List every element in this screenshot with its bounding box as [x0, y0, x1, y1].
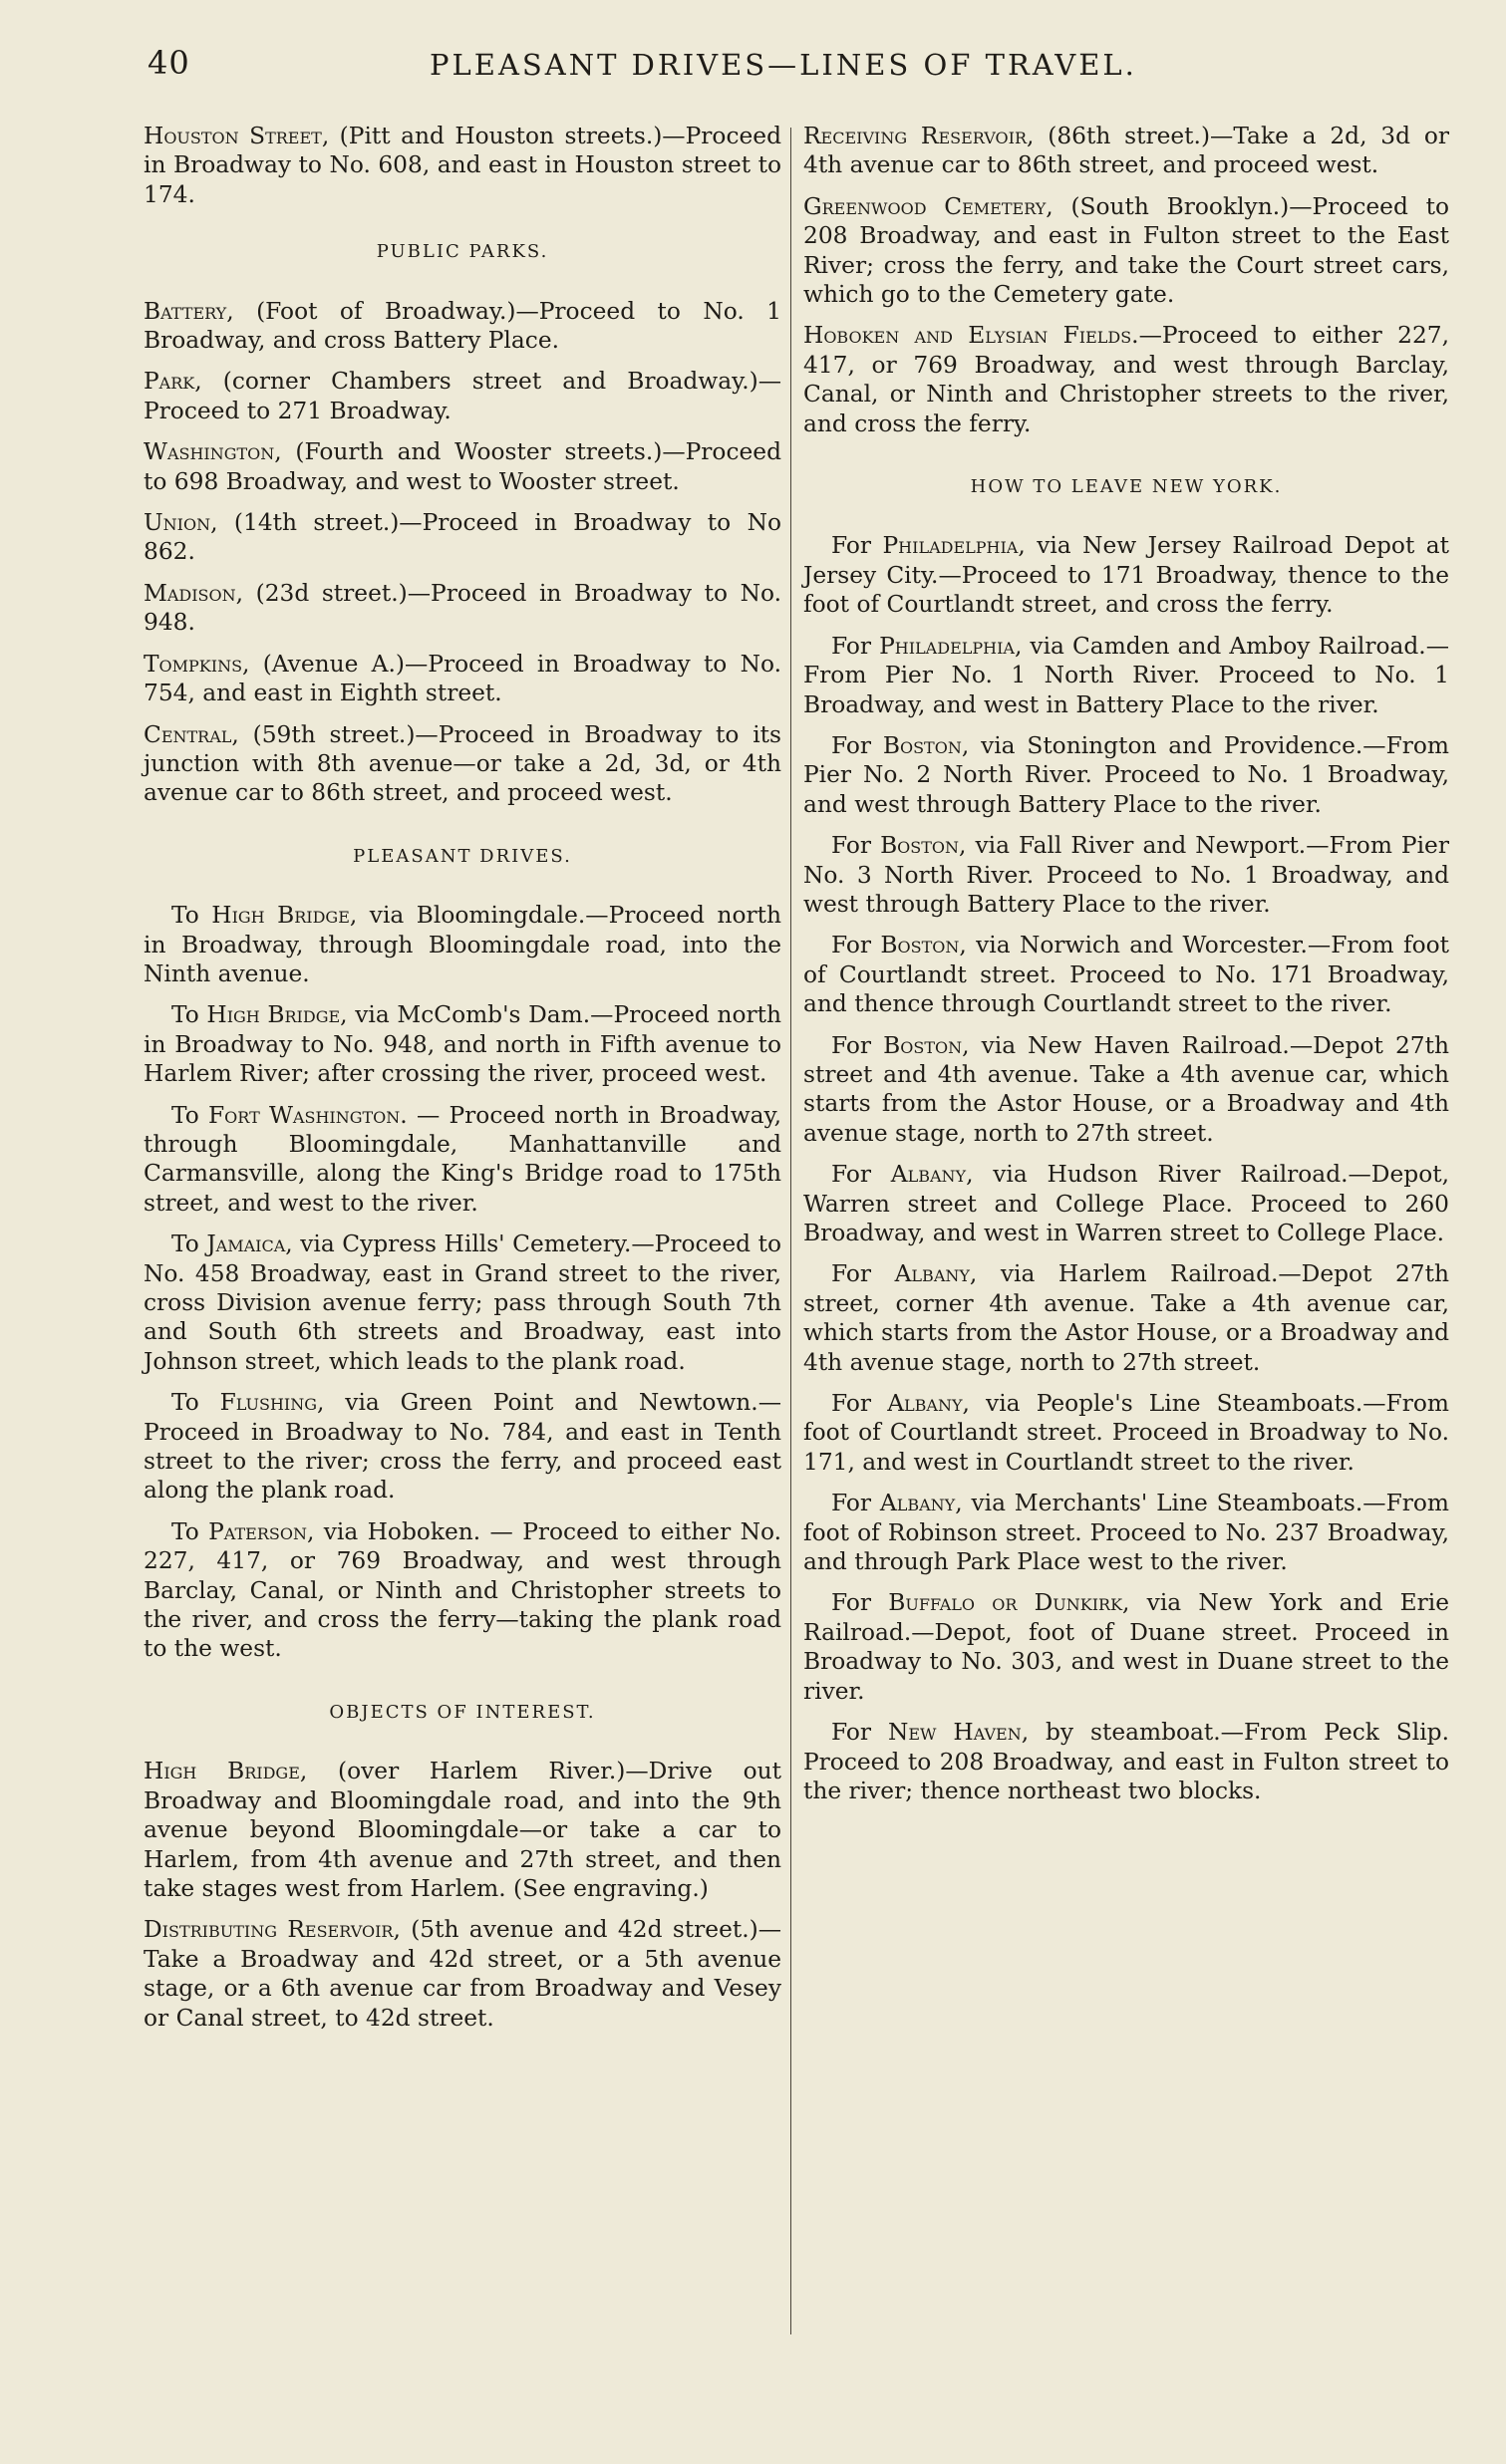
entry-name: Hoboken and Elysian Fields. [803, 322, 1139, 350]
entry-prefix: For [831, 1260, 895, 1288]
pleasant-drives-heading: PLEASANT DRIVES. [353, 845, 572, 867]
page-header [148, 44, 1446, 94]
entry-text: via Camden and Amboy Railroad.—From Pier No. 1 North River. Proceed to No. 1 Broadway, and west in Battery Place to the river. [803, 632, 1449, 718]
entry-name: Paterson, [208, 1517, 315, 1545]
entry-name: Washington, [144, 438, 282, 466]
entry-text: (86th street.)—Take a 2d, 3d or 4th avenue car to 86th street, and proceed west. [803, 123, 1449, 179]
entry-prefix: For [831, 1161, 891, 1189]
park-entry-central [144, 720, 781, 808]
drive-entry-high-bridge-bloomingdale [144, 901, 781, 988]
page-number: 40 [148, 44, 190, 82]
entry-prefix: To [171, 1389, 220, 1417]
entry-prefix: For [831, 1719, 888, 1747]
entry-name: Madison, [144, 579, 244, 607]
park-entry-battery [144, 297, 781, 356]
entry-prefix: For [831, 632, 880, 660]
park-entry-madison [144, 579, 781, 638]
route-entry-albany-merchants-line [803, 1489, 1449, 1576]
entry-name: Flushing, [219, 1389, 325, 1417]
left-column [144, 122, 781, 2045]
entry-text: via Hudson River Railroad.—Depot, Warren street and College Place. Proceed to 260 Broadway, and west in Warren street to College Place. [803, 1161, 1449, 1246]
entry-text: via Cypress Hills' Cemetery.—Proceed to No. 458 Broadway, east in Grand street to the river, cross Division avenue ferry; pass through South 7th and South 6th streets and Broadway, east into Johnson street, which leads to the plank road. [144, 1231, 781, 1375]
entry-name: Buffalo or Dunkirk, [888, 1589, 1130, 1617]
entry-name: Philadelphia, [882, 532, 1026, 560]
entry-text: via Fall River and Newport.—From Pier No. 3 North River. Proceed to No. 1 Broadway, and west through Battery Place to the river. [803, 832, 1449, 918]
entry-text: (Fourth and Wooster streets.)—Proceed to 698 Broadway, and west to Wooster street. [144, 438, 781, 495]
object-entry-receiving-reservoir [803, 122, 1449, 180]
object-entry-high-bridge [144, 1757, 781, 1903]
entry-name: Park, [144, 368, 202, 396]
route-entry-philadelphia-camden [803, 632, 1449, 719]
entry-name: Tompkins, [144, 650, 250, 678]
entry-prefix: For [831, 932, 881, 959]
route-entry-boston-new-haven [803, 1031, 1449, 1149]
entry-text: via New Haven Railroad.—Depot 27th street and 4th avenue. Take a 4th avenue car, which starts from the Astor House, or a Broadway and 4th avenue stage, north to 27th street. [803, 1031, 1449, 1147]
how-to-leave-heading: HOW TO LEAVE NEW YORK. [970, 476, 1283, 498]
entry-text: (over Harlem River.)—Drive out Broadway and Bloomingdale road, and into the 9th avenue beyond Bloomingdale—or take a car to Harlem, from 4th avenue and 27th street, and then take stages west from Harlem. (See engraving.) [144, 1758, 781, 1902]
column-rule [790, 128, 791, 2334]
entry-name: Houston Street, [144, 123, 330, 149]
running-head: PLEASANT DRIVES—LINES OF TRAVEL. [430, 48, 1137, 82]
entry-prefix: To [171, 1001, 207, 1029]
entry-text: by steamboat.—From Peck Slip. Proceed to 208 Broadway, and east in Fulton street to the river; thence northeast two blocks. [803, 1719, 1449, 1804]
entry-prefix: For [831, 832, 881, 860]
entry-text: (Foot of Broadway.)—Proceed to No. 1 Broadway, and cross Battery Place. [144, 297, 781, 355]
entry-name: Philadelphia, [879, 632, 1023, 660]
entry-name: Jamaica, [206, 1231, 293, 1258]
route-entry-buffalo-dunkirk [803, 1588, 1449, 1706]
entry-name: New Haven, [887, 1719, 1030, 1747]
entry-prefix: To [171, 1101, 209, 1129]
route-entry-philadelphia-nj [803, 531, 1449, 619]
entry-name: Boston, [880, 932, 967, 959]
entry-prefix: To [171, 902, 212, 930]
drive-entry-jamaica [144, 1230, 781, 1376]
entry-text: (South Brooklyn.)—Proceed to 208 Broadway, and east in Fulton street to the East River; cross the ferry, and take the Court street cars, which go to the Cemetery gate. [803, 192, 1449, 309]
drive-entry-high-bridge-mccomb [144, 1000, 781, 1088]
entry-name: High Bridge, [206, 1001, 348, 1029]
entry-text: via McComb's Dam.—Proceed north in Broadway to No. 948, and north in Fifth avenue to Harlem River; after crossing the river, proceed west. [144, 1001, 781, 1088]
park-entry-park [144, 367, 781, 425]
entry-prefix: For [831, 1490, 880, 1517]
entry-text: (corner Chambers street and Broadway.)—Proceed to 271 Broadway. [144, 368, 781, 424]
route-entry-albany-harlem [803, 1259, 1449, 1377]
object-entry-greenwood-cemetery [803, 192, 1449, 310]
entry-prefix: For [831, 1390, 888, 1418]
park-entry-washington [144, 437, 781, 496]
drive-entry-paterson [144, 1517, 781, 1664]
route-entry-boston-fall-river [803, 831, 1449, 919]
park-entry-union [144, 508, 781, 567]
entry-prefix: For [831, 1031, 884, 1059]
object-entry-distributing-reservoir [144, 1915, 781, 2033]
entry-name: Receiving Reservoir, [803, 123, 1035, 149]
entry-prefix: For [831, 1589, 889, 1617]
entry-text: via Hoboken. — Proceed to either No. 227, 417, or 769 Broadway, and west through Barclay, Canal, or Ninth and Christopher streets to the river, and cross the ferry—taking the plank road to the west. [144, 1517, 781, 1663]
entry-name: Central, [144, 720, 239, 748]
entry-name: Albany, [879, 1490, 963, 1517]
entry-name: Albany, [894, 1260, 978, 1288]
entry-text: (Avenue A.)—Proceed in Broadway to No. 754, and east in Eighth street. [144, 650, 781, 707]
entry-name: Albany, [890, 1161, 974, 1189]
entry-name: Boston, [880, 832, 967, 860]
entry-text: via Bloomingdale.—Proceed north in Broadway, through Bloomingdale road, into the Ninth avenue. [144, 902, 781, 987]
entry-name: Albany, [887, 1390, 970, 1418]
entry-text: (5th avenue and 42d street.)—Take a Broadway and 42d street, or a 5th avenue stage, or a 6th avenue car from Broadway and Vesey or Canal street, to 42d street. [144, 1916, 782, 2032]
right-column [803, 122, 1449, 1817]
entry-name: Boston, [882, 731, 970, 759]
route-entry-albany-peoples-line [803, 1389, 1449, 1477]
entry-prefix: To [171, 1517, 209, 1545]
entry-name: Distributing Reservoir, [144, 1916, 401, 1944]
entry-text: via Norwich and Worcester.—From foot of Courtlandt street. Proceed to No. 171 Broadway, and thence through Courtlandt street to the river. [803, 932, 1449, 1018]
park-entry-tompkins [144, 650, 781, 708]
entry-name: High Bridge, [144, 1758, 308, 1785]
entry-text: (23d street.)—Proceed in Broadway to No. 948. [144, 579, 781, 637]
entry-prefix: To [171, 1231, 207, 1258]
route-entry-new-haven [803, 1718, 1449, 1805]
entry-name: Fort Washington. [208, 1101, 408, 1129]
houston-street-entry [144, 122, 781, 209]
entry-text: via New Jersey Railroad Depot at Jersey City.—Proceed to 171 Broadway, thence to the foot of Courtlandt street, and cross the ferry. [803, 532, 1449, 619]
entry-text: via People's Line Steamboats.—From foot of Courtlandt street. Proceed in Broadway to No. 171, and west in Courtlandt street to the river. [803, 1390, 1449, 1476]
entry-prefix: For [831, 532, 883, 560]
entry-name: Boston, [883, 1031, 970, 1059]
drive-entry-flushing [144, 1388, 781, 1506]
entry-name: Battery, [144, 297, 234, 325]
entry-text: via Stonington and Providence.—From Pier No. 2 North River. Proceed to No. 1 Broadway, and west through Battery Place to the river. [803, 731, 1449, 818]
entry-text: via Merchants' Line Steamboats.—From foot of Robinson street. Proceed to No. 237 Broadway, and through Park Place west to the river. [803, 1490, 1449, 1576]
entry-text: (Pitt and Houston streets.)—Proceed in Broadway to No. 608, and east in Houston street to 174. [144, 123, 781, 208]
entry-text: (59th street.)—Proceed in Broadway to its junction with 8th avenue—or take a 2d, 3d, or 4th avenue car to 86th street, and proceed west. [144, 720, 781, 807]
route-entry-boston-norwich [803, 931, 1449, 1018]
entry-text: via Green Point and Newtown.—Proceed in Broadway to No. 784, and east in Tenth street to the river; cross the ferry, and proceed east along the plank road. [144, 1389, 781, 1505]
entry-text: via New York and Erie Railroad.—Depot, foot of Duane street. Proceed in Broadway to No. 303, and west in Duane street to the river. [803, 1589, 1449, 1705]
route-entry-boston-stonington [803, 731, 1449, 819]
entry-name: Union, [144, 509, 218, 537]
entry-name: Greenwood Cemetery, [803, 192, 1054, 220]
public-parks-heading: PUBLIC PARKS. [376, 241, 549, 263]
entry-text: (14th street.)—Proceed in Broadway to No 862. [144, 509, 781, 566]
objects-of-interest-heading: OBJECTS OF INTEREST. [329, 1701, 596, 1723]
entry-text: —Proceed to either 227, 417, or 769 Broadway, and west through Barclay, Canal, or Ninth and Christopher streets to the river, and cross the ferry. [803, 322, 1449, 437]
object-entry-hoboken [803, 321, 1449, 438]
route-entry-albany-hudson [803, 1160, 1449, 1247]
drive-entry-fort-washington [144, 1101, 781, 1219]
entry-prefix: For [831, 731, 883, 759]
entry-name: High Bridge, [211, 902, 358, 930]
entry-text: via Harlem Railroad.—Depot 27th street, corner 4th avenue. Take a 4th avenue car, which starts from the Astor House, or a Broadway and 4th avenue stage, north to 27th street. [803, 1260, 1449, 1376]
entry-text: — Proceed north in Broadway, through Bloomingdale, Manhattanville and Carmansville, along the King's Bridge road to 175th street, and west to the river. [144, 1101, 781, 1217]
